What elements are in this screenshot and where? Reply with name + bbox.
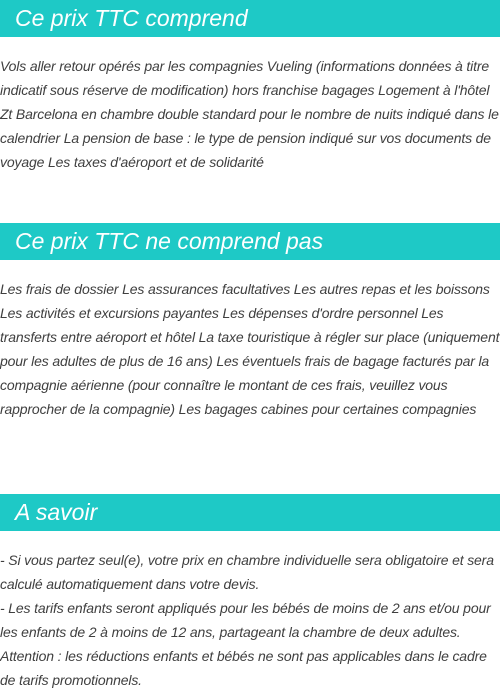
not-included-text: Les frais de dossier Les assurances facultatives Les autres repas et les boissons Les activités et excursions payantes Les dépenses d'ordre personnel Les transferts entre aéroport et hôtel La taxe touristique à régler sur place (uniquement pour les adultes de plus de 16 ans) Les éventuels frais de bagage facturés par la compagnie aérienne (pour connaître le montant de ces frais, veuillez vous rapprocher de la compagnie) Les bagages cabines pour certaines compagnies [0,281,500,417]
section-title-not-included: Ce prix TTC ne comprend pas [0,223,500,260]
section-title-good-to-know: A savoir [0,494,500,531]
child-rates-note: - Les tarifs enfants seront appliqués pour les bébés de moins de 2 ans et/ou pour les enfants de 2 à moins de 12 ans, partageant la chambre de deux adultes. [0,600,491,640]
section-body-good-to-know [0,548,500,692]
section-title-included: Ce prix TTC comprend [0,0,500,37]
promo-warning-note: Attention : les réductions enfants et bébés ne sont pas applicables dans le cadre de tarifs promotionnels. [0,648,487,688]
section-body-not-included [0,277,500,421]
section-body-included [0,54,500,174]
included-text: Vols aller retour opérés par les compagnies Vueling (informations données à titre indicatif sous réserve de modification) hors franchise bagages Logement à l'hôtel Zt Barcelona en chambre double standard pour le nombre de nuits indiqué dans le calendrier La pension de base : le type de pension indiqué sur vos documents de voyage Les taxes d'aéroport et de solidarité [0,58,499,170]
single-supplement-note: - Si vous partez seul(e), votre prix en chambre individuelle sera obligatoire et sera calculé automatiquement dans votre devis. [0,552,494,592]
